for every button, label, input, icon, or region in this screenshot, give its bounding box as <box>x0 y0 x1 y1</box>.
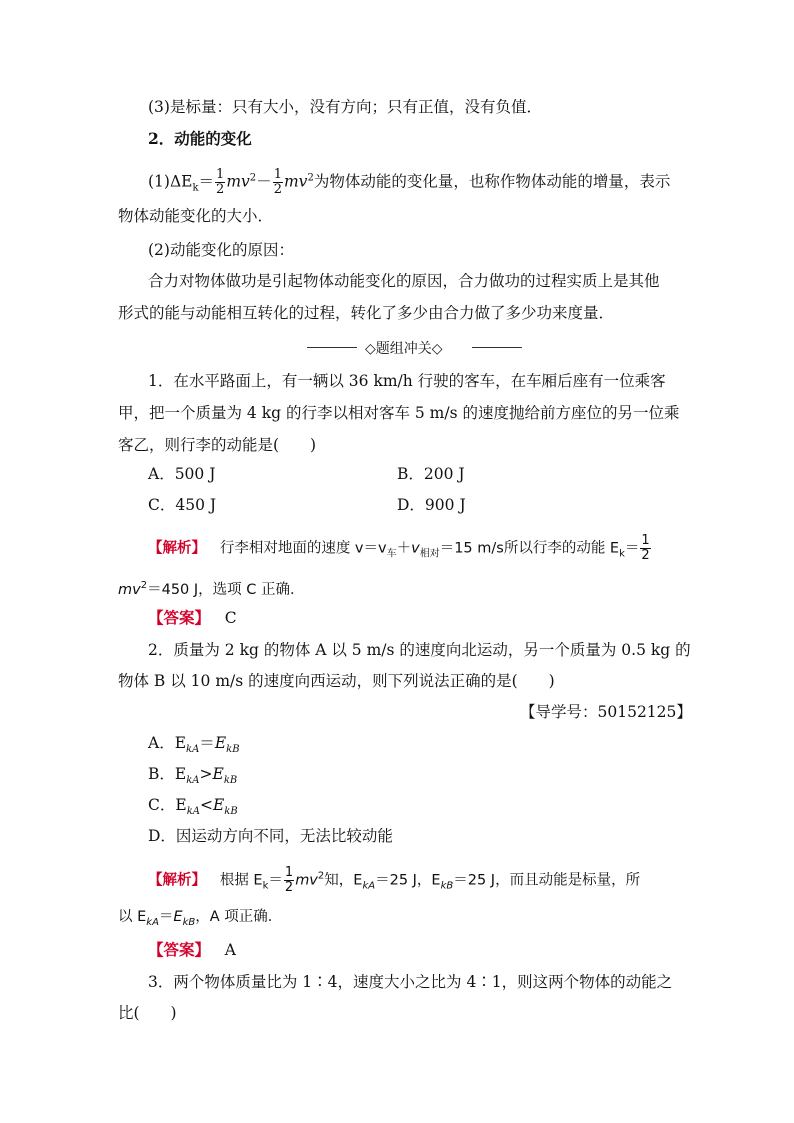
text-line: (3)是标量：只有大小，没有方向；只有正值，没有负值． <box>148 98 542 116</box>
text-line: 物体动能变化的大小． <box>118 207 274 225</box>
answer: 【答案】 C <box>148 609 237 627</box>
section-title: ◇题组冲关◇ <box>365 341 443 357</box>
option-b: B．$E_{kA}>E_{kB}$ <box>148 765 238 787</box>
analysis-cont: $mv^2=450$ J，选项 C 正确． <box>118 580 305 598</box>
option-a: A．500 J <box>148 465 216 483</box>
analysis-tag: 【解析】 <box>148 540 206 557</box>
question-text: 比( ) <box>118 1004 177 1022</box>
analysis-tag: 【解析】 <box>148 872 206 889</box>
reference-number: 【导学号：50152125】 <box>520 703 692 721</box>
answer-tag: 【答案】 <box>148 609 211 627</box>
analysis: 【解析】 根据 $E_k=$ $\frac{1}{2}$ $mv^2$知，$E_{kA}=25$ J，$E_{kB}=25$ J，而且动能是标量，所 <box>148 865 641 895</box>
question-text: 物体 B 以 10 m/s 的速度向西运动，则下列说法正确的是( ) <box>118 672 555 690</box>
analysis: 【解析】 行李相对地面的速度 $v=v_车+v_{相对}=15$ m/s所以行李的动能 $E_k=$ $\frac{1}{2}$ <box>148 533 650 563</box>
section-divider <box>307 338 522 356</box>
text-line: 形式的能与动能相互转化的过程，转化了多少由合力做了多少功来度量． <box>118 304 615 322</box>
question-text: 3．两个物体质量比为 1∶4，速度大小之比为 4∶1，则这两个物体的动能之 <box>148 973 673 991</box>
subheading: 2．动能的变化 <box>148 129 252 148</box>
option-d: D．因运动方向不同，无法比较动能 <box>148 827 393 845</box>
analysis-cont: 以 $E_{kA}=E_{kB}$，A 项正确． <box>118 909 283 928</box>
option-a: A．$E_{kA}=E_{kB}$ <box>148 734 240 756</box>
formula-line: $(1)\Delta E_k=$ $\frac{1}{2}$ $mv^2-$ $\frac{1}{2}$ $mv^2$为物体动能的变化量，也称作物体动能的增量，表示 <box>148 167 671 197</box>
option-d: D．900 J <box>397 496 466 514</box>
question-text: 2．质量为 2 kg 的物体 A 以 5 m/s 的速度向北运动，另一个质量为 0.5 kg 的 <box>148 641 691 659</box>
question-text: 1．在水平路面上，有一辆以 36 km/h 行驶的客车，在车厢后座有一位乘客 <box>148 372 666 390</box>
text-line: (2)动能变化的原因： <box>148 241 294 259</box>
text-line: 合力对物体做功是引起物体动能变化的原因，合力做功的过程实质上是其他 <box>148 272 660 290</box>
answer-tag: 【答案】 <box>148 941 211 959</box>
answer: 【答案】 A <box>148 941 236 959</box>
question-text: 客乙，则行李的动能是( ) <box>118 436 317 454</box>
option-c: C．$E_{kA}<E_{kB}$ <box>148 796 238 818</box>
question-text: 甲，把一个质量为 4 kg 的行李以相对客车 5 m/s 的速度抛给前方座位的另一位乘 <box>118 404 680 422</box>
option-b: B．200 J <box>397 465 465 483</box>
option-c: C．450 J <box>148 496 217 514</box>
